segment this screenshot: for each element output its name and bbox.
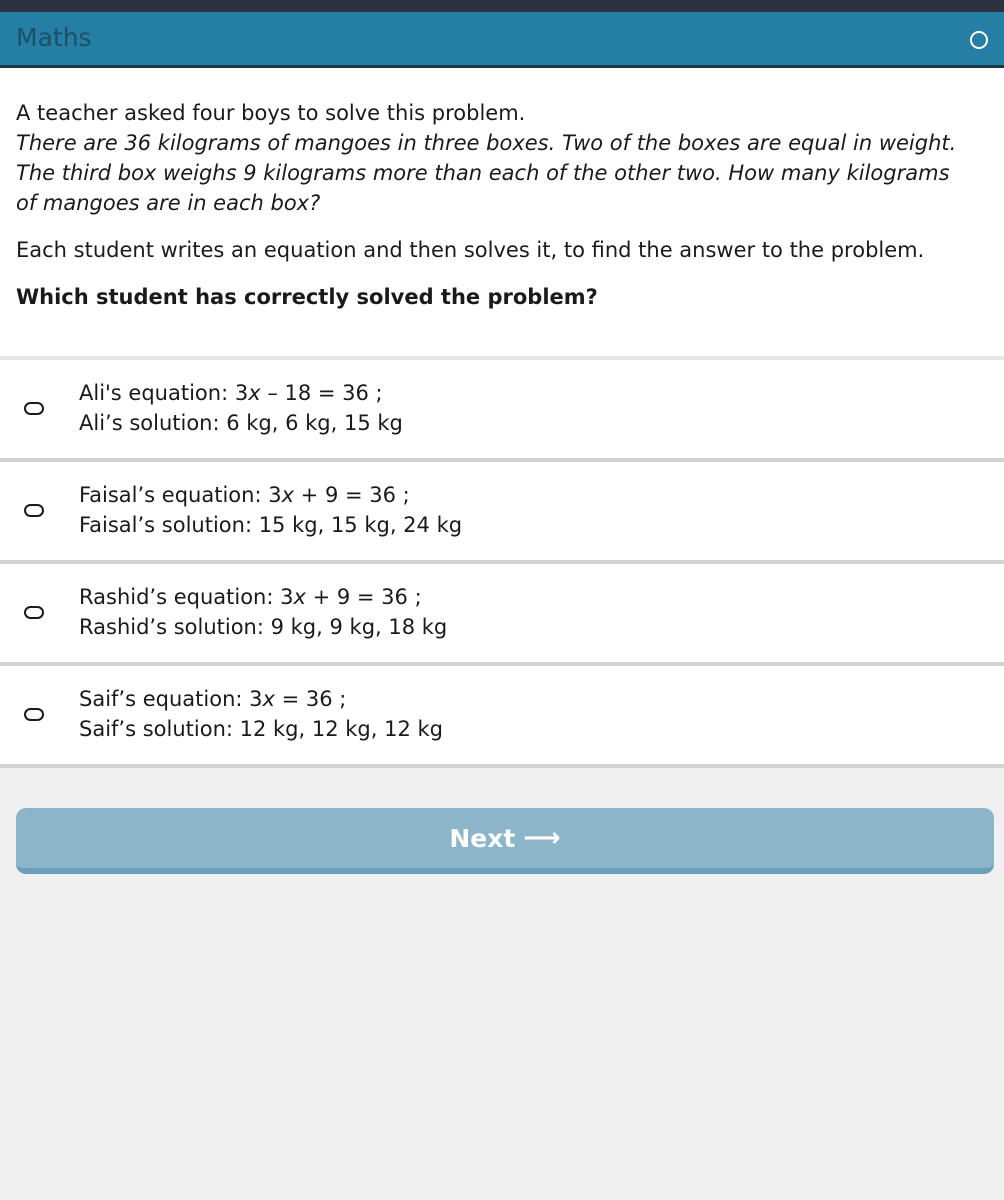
option-solution: Faisal’s solution: 15 kg, 15 kg, 24 kg — [79, 513, 463, 537]
option-text — [79, 684, 443, 744]
question-intro: A teacher asked four boys to solve this problem. — [16, 101, 526, 125]
option-equation: Faisal’s equation: 3x + 9 = 36 ; — [79, 483, 410, 507]
answer-options — [0, 356, 1004, 768]
question-panel — [0, 68, 1004, 309]
question-instruction: Each student writes an equation and then solves it, to find the answer to the problem. — [16, 238, 925, 262]
problem-statement: There are 36 kilograms of mangoes in three boxes. Two of the boxes are equal in weight. The third box weighs 9 kilograms more than each of the other two. How many kilograms of mangoes are in each box? — [16, 131, 957, 215]
radio-icon[interactable] — [24, 504, 44, 517]
subject-header — [0, 12, 1004, 68]
question-prompt: Which student has correctly solved the problem? — [16, 285, 598, 309]
option-equation: Ali's equation: 3x – 18 = 36 ; — [79, 381, 383, 405]
option-saif[interactable] — [0, 666, 1004, 768]
footer — [0, 768, 1004, 874]
arrow-right-icon: ⟶ — [523, 823, 561, 853]
option-text — [79, 582, 447, 642]
option-text — [79, 378, 403, 438]
option-faisal[interactable] — [0, 462, 1004, 564]
radio-icon[interactable] — [24, 708, 44, 721]
option-solution: Ali’s solution: 6 kg, 6 kg, 15 kg — [79, 411, 403, 435]
option-equation: Saif’s equation: 3x = 36 ; — [79, 687, 347, 711]
option-solution: Saif’s solution: 12 kg, 12 kg, 12 kg — [79, 717, 443, 741]
option-equation: Rashid’s equation: 3x + 9 = 36 ; — [79, 585, 422, 609]
radio-icon[interactable] — [24, 606, 44, 619]
option-ali[interactable] — [0, 360, 1004, 462]
subject-title: Maths — [16, 23, 92, 52]
option-solution: Rashid’s solution: 9 kg, 9 kg, 18 kg — [79, 615, 448, 639]
next-button-label: Next — [449, 823, 516, 853]
option-rashid[interactable] — [0, 564, 1004, 666]
progress-circle-icon[interactable] — [970, 31, 988, 49]
option-text — [79, 480, 462, 540]
radio-icon[interactable] — [24, 402, 44, 415]
next-button[interactable] — [16, 808, 994, 874]
top-status-strip — [0, 0, 1004, 12]
